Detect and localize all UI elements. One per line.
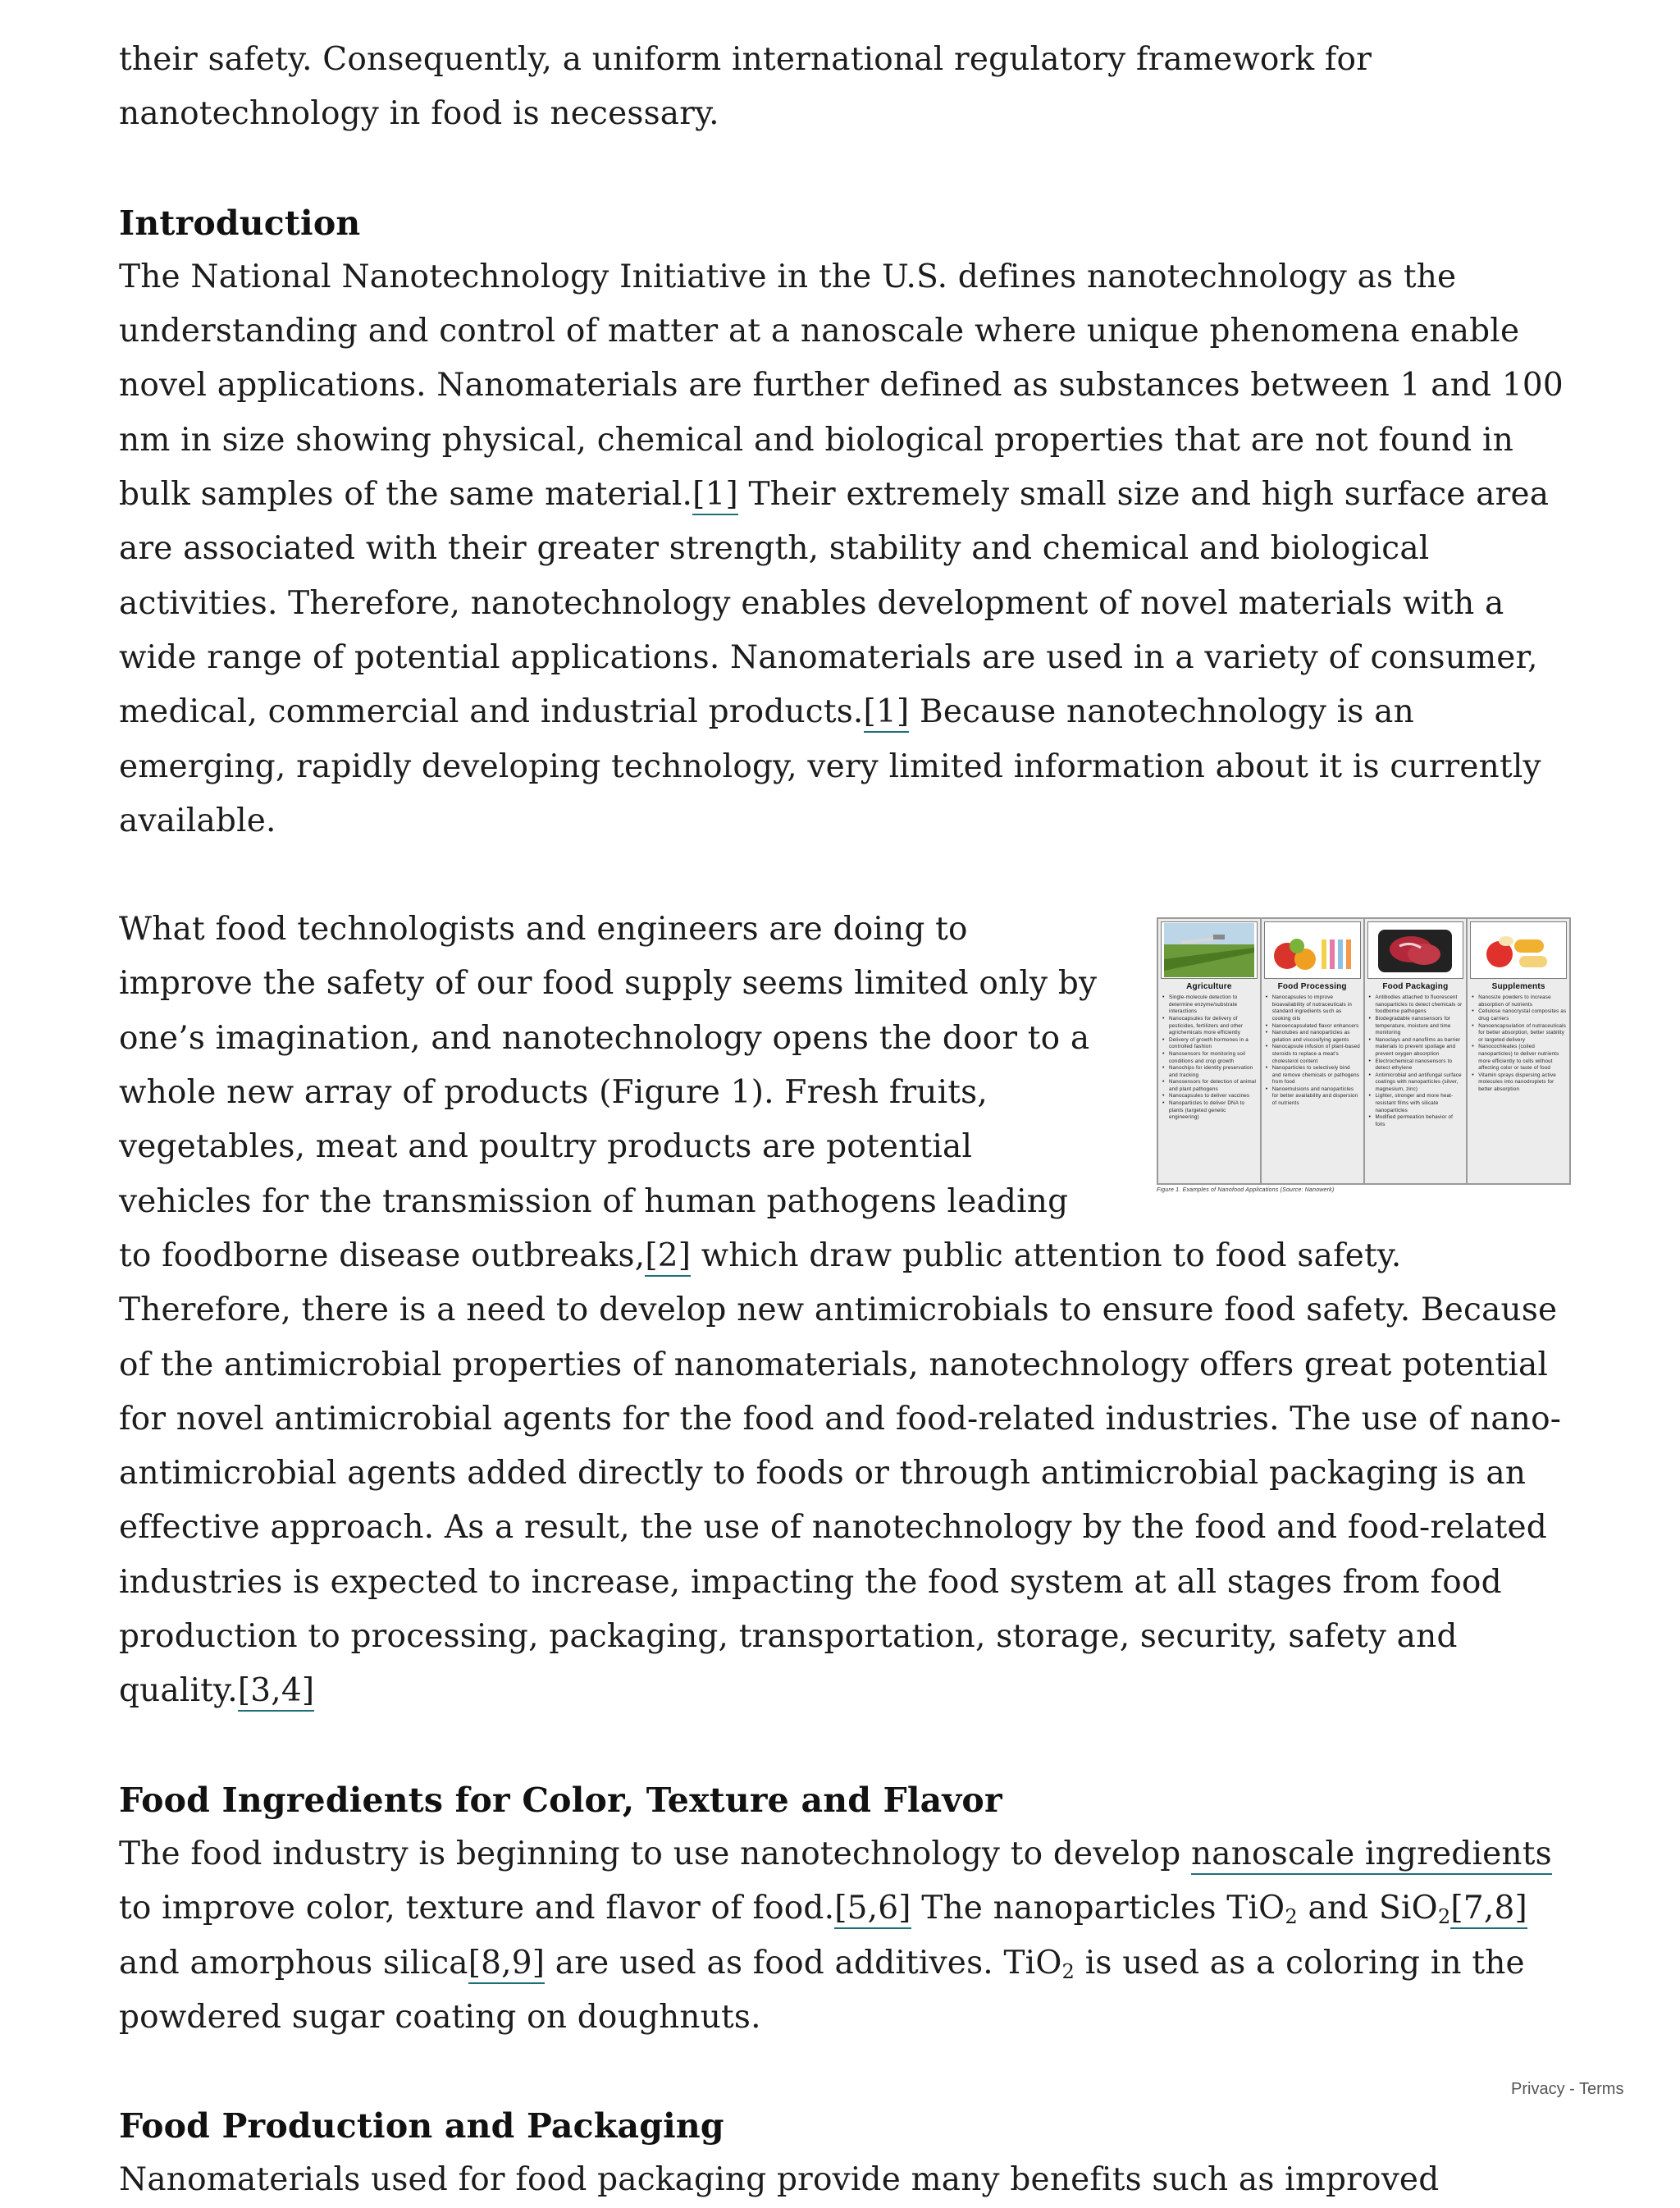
list-item: • Lighter, stronger and more heat-resistant films with silicate nanoparticles bbox=[1376, 1093, 1464, 1114]
figure-column-food-processing bbox=[1262, 919, 1365, 1183]
list-item: • Modified permeation behavior of foils bbox=[1376, 1114, 1464, 1128]
crop-field-icon bbox=[1164, 923, 1254, 977]
list-item: • Nanocapsules for delivery of pesticides, fertilizers and other agrichemicals more efficiently bbox=[1169, 1016, 1258, 1037]
list-item: • Electrochemical nanosensors to detect ethylene bbox=[1376, 1058, 1464, 1072]
article-body bbox=[119, 33, 1571, 2208]
supplements-image bbox=[1470, 921, 1567, 979]
capsules-icon bbox=[1473, 923, 1564, 977]
list-item: • Vitamin sprays dispersing active molecules into nanodroplets for better absorption bbox=[1478, 1072, 1567, 1094]
meat-tray-icon bbox=[1370, 923, 1460, 977]
section-heading-production: Food Production and Packaging bbox=[119, 2106, 724, 2146]
list-item: • Delivery of growth hormones in a controlled fashion bbox=[1169, 1037, 1258, 1051]
figure-column-food-packaging bbox=[1365, 919, 1468, 1183]
figure-column-supplements bbox=[1468, 919, 1569, 1183]
section-heading-introduction: Introduction bbox=[119, 203, 361, 243]
figure-column-title: Food Packaging bbox=[1382, 982, 1449, 992]
list-item: • Nanoparticles to selectively bind and remove chemicals or pathogens from food bbox=[1272, 1065, 1361, 1086]
figure-list bbox=[1470, 994, 1567, 1093]
list-item: • Nanosensors for monitoring soil conditions and crop growth bbox=[1169, 1051, 1258, 1065]
figure-1[interactable] bbox=[1157, 917, 1571, 1194]
list-item: • Nanoencapsulation of nutraceuticals for better absorption, better stability or targeted delivery bbox=[1478, 1023, 1567, 1045]
paragraph: Nanomaterials used for food packaging provide many benefits such as improved bbox=[119, 2161, 1440, 2199]
packaged-meat-image bbox=[1367, 921, 1464, 979]
list-item: • Nanosensors for detection of animal and plant pathogens bbox=[1169, 1079, 1258, 1093]
figure-list bbox=[1367, 994, 1464, 1128]
citation-link[interactable]: [8,9] bbox=[468, 1945, 545, 1984]
figure-column-title: Food Processing bbox=[1277, 982, 1347, 992]
figure-column-title: Agriculture bbox=[1186, 982, 1232, 992]
citation-link[interactable]: [3,4] bbox=[238, 1672, 314, 1712]
terms-link[interactable]: Terms bbox=[1579, 2080, 1624, 2098]
produce-image bbox=[1264, 921, 1361, 979]
paragraph: The National Nanotechnology Initiative in the U.S. defines nanotechnology as the understanding and control of matter at a nanoscale where unique phenomena enable novel applications. Nanomaterials are further defined as substances between 1 and 100 nm in size showing physical, chemical and biological properties that are not found in bulk samples of the same material.[1] Their extremely small size and high surface area are associated with their greater strength, stability and chemical and biological activities. Therefore, nanotechnology enables development of novel materials with a wide range of potential applications. Nanomaterials are used in a variety of consumer, medical, commercial and industrial products.[1] Because nanotechnology is an emerging, rapidly developing technology, very limited information about it is currently available. bbox=[119, 258, 1564, 839]
list-item: • Nanochips for identity preservation and tracking bbox=[1169, 1065, 1258, 1079]
citation-link[interactable]: [5,6] bbox=[834, 1890, 911, 1929]
nanoscale-ingredients-link[interactable]: nanoscale ingredients bbox=[1191, 1835, 1552, 1875]
figure-caption: Figure 1. Examples of Nanofood Applications (Source: Nanowerk) bbox=[1157, 1187, 1335, 1194]
paragraph: The food industry is beginning to use nanotechnology to develop nanoscale ingredients to improve color, texture and flavor of food.[5,6] The nanoparticles TiO$_2$ and SiO$_2$[7,8] and amorphous silica[8,9] are used as food additives. TiO$_2$ is used as a coloring in the powdered sugar coating on doughnuts. bbox=[119, 1835, 1552, 2036]
recaptcha-links bbox=[1511, 2080, 1623, 2099]
list-item: • Antibodies attached to fluorescent nanoparticles to detect chemicals or foodborne pathogens bbox=[1376, 994, 1464, 1016]
figure-list bbox=[1264, 994, 1361, 1108]
citation-link[interactable]: [1] bbox=[864, 693, 910, 733]
citation-link[interactable]: [7,8] bbox=[1450, 1890, 1527, 1929]
figure-column-title: Supplements bbox=[1491, 982, 1545, 992]
list-item: • Nanoemulsions and nanoparticles for better availability and dispersion of nutrients bbox=[1272, 1086, 1361, 1108]
field-image bbox=[1161, 921, 1258, 979]
list-item: • Single-molecule detection to determine enzyme/substrate interactions bbox=[1169, 994, 1258, 1016]
figure-list bbox=[1161, 994, 1258, 1122]
list-item: • Nanocapsules to deliver vaccines bbox=[1169, 1093, 1258, 1100]
list-item: • Biodegradable nanosensors for temperature, moisture and time monitoring bbox=[1376, 1016, 1464, 1037]
figure-column-agriculture bbox=[1158, 919, 1262, 1183]
paragraph: their safety. Consequently, a uniform international regulatory framework for nanotechnology in food is necessary. bbox=[119, 41, 1372, 133]
figure-table bbox=[1157, 917, 1571, 1185]
list-item: • Nanoparticles to deliver DNA to plants (targeted genetic engineering) bbox=[1169, 1100, 1258, 1122]
fruit-and-vials-icon bbox=[1267, 923, 1358, 977]
list-item: • Nanocapsule infusion of plant-based steroids to replace a meat’s cholesterol content bbox=[1272, 1044, 1361, 1065]
list-item: • Nanocochleates (coiled nanoparticles) to deliver nutrients more efficiently to cells without affecting color or taste of food bbox=[1478, 1044, 1567, 1072]
citation-link[interactable]: [2] bbox=[645, 1237, 691, 1277]
list-item: • Nanoencapsulated flavor enhancers bbox=[1272, 1023, 1361, 1031]
link-separator: - bbox=[1564, 2080, 1579, 2098]
list-item: • Nanotubes and nanoparticles as gelation and viscosifying agents bbox=[1272, 1030, 1361, 1044]
list-item: • Nanosize powders to increase absorption of nutrients bbox=[1478, 994, 1567, 1008]
list-item: • Antimicrobial and antifungal surface coatings with nanoparticles (silver, magnesium, zinc) bbox=[1376, 1072, 1464, 1094]
list-item: • Nanoclays and nanofilms as barrier materials to prevent spoilage and prevent oxygen absorption bbox=[1376, 1037, 1464, 1058]
list-item: • Cellulose nanocrystal composites as drug carriers bbox=[1478, 1008, 1567, 1022]
paragraph: What food technologists and engineers are doing to improve the safety of our food supply seems limited only by one’s imagination, and nanotechnology opens the door to a whole new array of products (Figure 1). Fresh fruits, vegetables, meat and poultry products are potential vehicles for the transmission of human pathogens leading to foodborne disease outbreaks,[2] which draw public attention to food safety. Therefore, there is a need to develop new antimicrobials to ensure food safety. Because of the antimicrobial properties of nanomaterials, nanotechnology offers great potential for novel antimicrobial agents for the food and food-related industries. The use of nano-antimicrobial agents added directly to foods or through antimicrobial packaging is an effective approach. As a result, the use of nanotechnology by the food and food-related industries is expected to increase, impacting the food system at all stages from food production to processing, packaging, transportation, storage, security, safety and quality.[3,4] bbox=[119, 903, 1571, 1718]
list-item: • Nanocapsules to improve bioavailability of nutraceuticals in standard ingredients such as cooking oils bbox=[1272, 994, 1361, 1022]
citation-link[interactable]: [1] bbox=[692, 476, 738, 515]
privacy-link[interactable]: Privacy bbox=[1511, 2080, 1565, 2098]
section-heading-ingredients: Food Ingredients for Color, Texture and Flavor bbox=[119, 1780, 1002, 1820]
